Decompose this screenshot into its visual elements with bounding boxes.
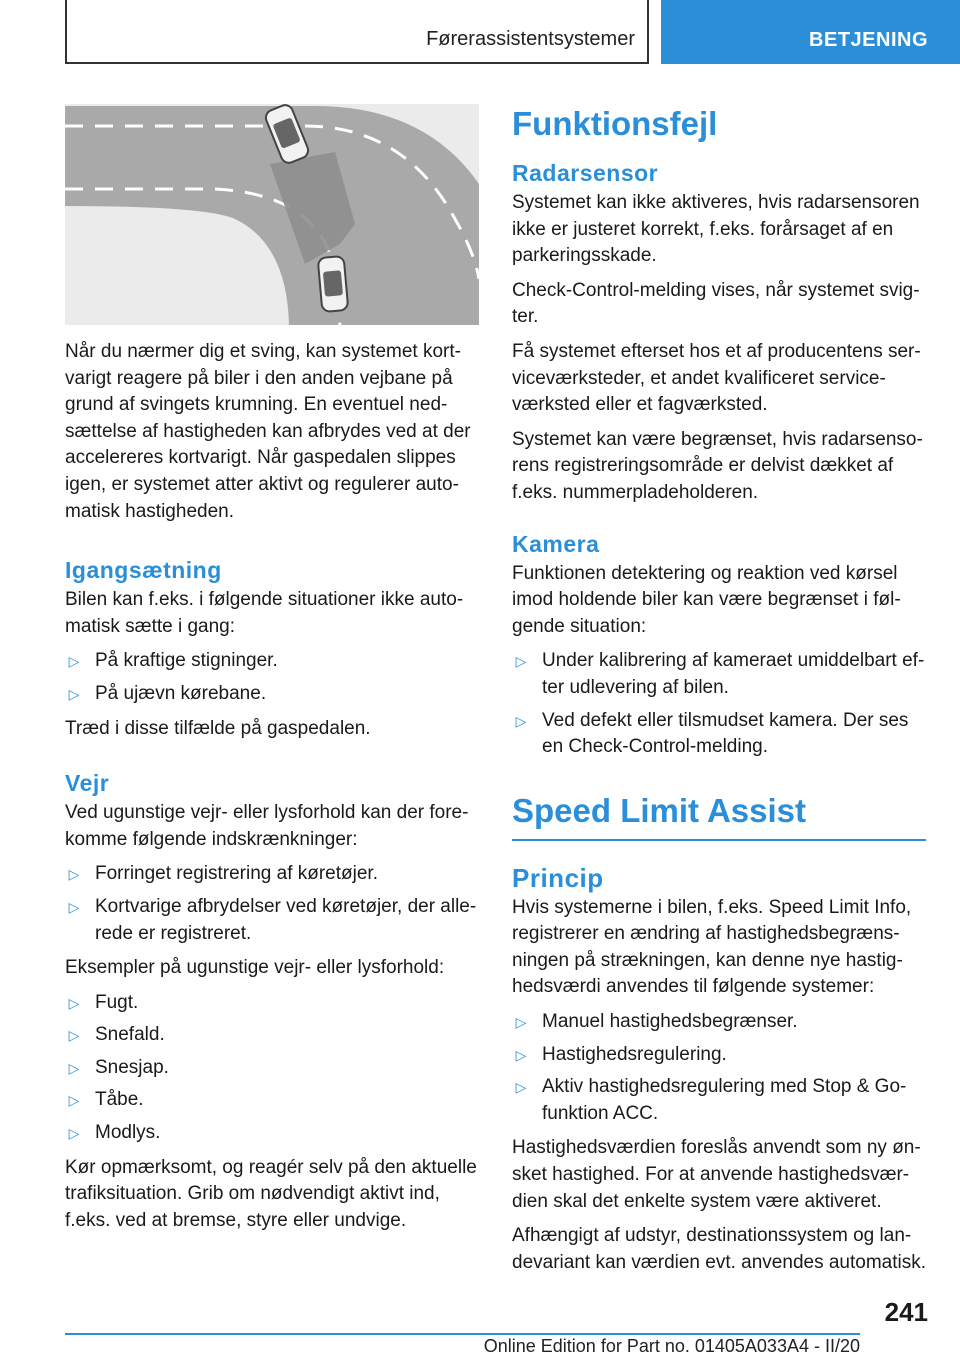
igang-text: Bilen kan f.eks. i følgende situationer ikke automatisk sætte i gang:: [65, 589, 464, 637]
list-item: ▷ Snefald.: [65, 1022, 479, 1049]
right-column: [512, 104, 926, 1284]
list-item: ▷ Under kalibrering af kameraet umiddelbart efter udlevering af bilen.: [512, 648, 926, 701]
radar-p1: Systemet kan ikke aktiveres, hvis radarsensoren ikke er justeret korrekt, f.eks. forårsaget af en parkeringsskade.: [512, 192, 920, 267]
triangle-bullet-icon: ▷: [68, 994, 80, 1011]
list-item: ▷ Ved defekt eller tilsmudset kamera. Der ses en Check-Control-melding.: [512, 708, 926, 761]
list-item: ▷ Hastighedsregulering.: [512, 1042, 926, 1069]
triangle-bullet-icon: ▷: [515, 1014, 527, 1031]
list-item: ▷ Fugt.: [65, 990, 479, 1017]
radar-p2: Check-Control-melding vises, når systemet svigter.: [512, 279, 920, 328]
vejr-text2: Eksempler på ugunstige vejr- eller lysforhold:: [65, 957, 445, 979]
page-number: 241: [884, 1297, 928, 1327]
footer-edition-link[interactable]: Online Edition for Part no. 01405A033A4 - II/20: [483, 1336, 860, 1356]
princip-text: Hvis systemerne i bilen, f.eks. Speed Limit Info, registrerer en ændring af hastighedsbegrænsningen på strækningen, kan denne nye hastighedsværdi anvendes til følgende systemer:: [512, 896, 912, 998]
radar-p3: Få systemet efterset hos et af producentens serviceværksteder, et andet kvalificeret serviceværksted eller et fagværksted.: [512, 340, 921, 416]
list-item: ▷ Tåbe.: [65, 1087, 479, 1114]
kamera-text: Funktionen detektering og reaktion ved kørsel imod holdende biler kan være begrænset i følgende situation:: [512, 562, 901, 637]
triangle-bullet-icon: ▷: [515, 1046, 527, 1063]
intro-paragraph: Når du nærmer dig et sving, kan systemet kortvarigt reagere på biler i den anden vejbane på grund af svingets krumning. En eventuel nedsættelse af hastigheden kan afbrydes ved at der accelereres kortvarigt. Når gaspedalen slippes igen, er systemet atter aktivt og regulerer automatisk hastigheden.: [65, 341, 471, 522]
vejr-after: Kør opmærksomt, og reagér selv på den aktuelle trafiksituation. Grib om nødvendigt aktivt ind, f.eks. ved at bremse, styre eller undvige.: [65, 1156, 477, 1231]
triangle-bullet-icon: ▷: [515, 653, 527, 670]
heading-kamera: Kamera: [512, 530, 600, 557]
triangle-bullet-icon: ▷: [68, 685, 80, 702]
list-item: ▷ Forringet registrering af køretøjer.: [65, 861, 479, 888]
triangle-bullet-icon: ▷: [68, 898, 80, 915]
triangle-bullet-icon: ▷: [68, 653, 80, 670]
princip-list: [512, 1009, 926, 1127]
triangle-bullet-icon: ▷: [68, 1125, 80, 1142]
heading-igangsaetning: Igangsætning: [65, 557, 222, 584]
list-item: ▷ På ujævn kørebane.: [65, 681, 479, 708]
triangle-bullet-icon: ▷: [68, 1092, 80, 1109]
left-column: [65, 104, 479, 1242]
vejr-text: Ved ugunstige vejr- eller lysforhold kan der forekomme følgende indskrænkninger:: [65, 802, 469, 850]
chapter-title: Førerassistentsystemer: [426, 28, 635, 50]
curve-road-illustration: [65, 104, 479, 325]
igang-after: Træd i disse tilfælde på gaspedalen.: [65, 717, 371, 739]
list-item: ▷ Manuel hastighedsbegrænser.: [512, 1009, 926, 1036]
heading-vejr: Vejr: [65, 770, 110, 797]
section-tab[interactable]: [661, 0, 960, 64]
triangle-bullet-icon: ▷: [515, 712, 527, 729]
section-tab-label: BETJENING: [809, 29, 928, 51]
list-item: ▷ På kraftige stigninger.: [65, 648, 479, 675]
triangle-bullet-icon: ▷: [68, 866, 80, 883]
heading-radarsensor: Radarsensor: [512, 160, 659, 186]
princip-p2: Hastighedsværdien foreslås anvendt som ny ønsket hastighed. For at anvende hastighedsværdien skal det enkelte system være aktiveret.: [512, 1137, 921, 1212]
footer-rule: [65, 1333, 860, 1335]
igang-list: [65, 648, 479, 707]
list-item: ▷ Snesjap.: [65, 1055, 479, 1082]
heading-princip: Princip: [512, 862, 604, 893]
triangle-bullet-icon: ▷: [515, 1079, 527, 1096]
vejr-examples-list: [65, 990, 479, 1147]
radar-p4: Systemet kan være begrænset, hvis radarsensorens registreringsområde er delvist dækket af f.eks. nummerpladeholderen.: [512, 428, 923, 503]
princip-p3: Afhængigt af udstyr, destinationssystem og landevariant kan værdien evt. anvendes automatisk.: [512, 1225, 927, 1273]
list-item: ▷ Aktiv hastighedsregulering med Stop & Go-funktion ACC.: [512, 1074, 926, 1127]
heading-funktionsfejl: Funktionsfejl: [512, 105, 718, 142]
kamera-list: [512, 648, 926, 760]
car-top-icon: [318, 256, 349, 312]
list-item: ▷ Kortvarige afbrydelser ved køretøjer, der allerede er registreret.: [65, 894, 479, 947]
list-item: ▷ Modlys.: [65, 1120, 479, 1147]
triangle-bullet-icon: ▷: [68, 1059, 80, 1076]
heading-speed-limit-assist: Speed Limit Assist: [512, 791, 926, 841]
triangle-bullet-icon: ▷: [68, 1027, 80, 1044]
vejr-list: [65, 861, 479, 947]
